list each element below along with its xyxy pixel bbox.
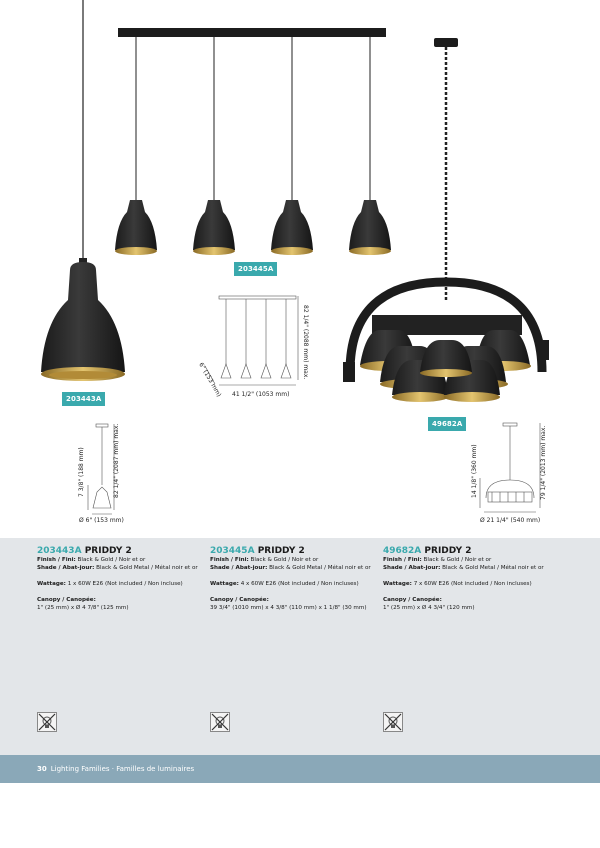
- product-name: PRIDDY 2: [84, 546, 132, 556]
- product-title: [37, 546, 212, 556]
- canopy-label: Canopy / Canopée:: [37, 597, 96, 603]
- page-number: 30: [37, 765, 47, 773]
- single-shade-dim: 7 3/8" (188 mm): [78, 447, 85, 497]
- product-title: [210, 546, 385, 556]
- bar-width-dim: 41 1/2" (1053 mm): [232, 391, 290, 398]
- tag-203445A: 203445A: [234, 262, 277, 276]
- product-title: [383, 546, 558, 556]
- chandelier-dimension-drawing: [480, 423, 540, 512]
- bar-dimension-drawing: [205, 296, 298, 385]
- product-code: 203443A: [37, 546, 82, 556]
- spec-column-203445A: [210, 546, 385, 612]
- wattage-line: Wattage: 4 x 60W E26 (Not included / Non incluses): [210, 581, 359, 587]
- shade-line: Shade / Abat-jour: Black & Gold Metal / Métal noir et or: [210, 565, 371, 571]
- shade-line: Shade / Abat-jour: Black & Gold Metal / Métal noir et or: [383, 565, 544, 571]
- bar-pendant-image: [115, 28, 391, 255]
- bulb-not-included-icon: [37, 712, 57, 732]
- finish-line: Finish / Fini: Black & Gold / Noir et or: [210, 557, 319, 563]
- spec-column-49682A: [383, 546, 558, 612]
- single-dimension-drawing: [88, 424, 114, 514]
- chandelier-height-dim: 79 1/4" (2013 mm) max.: [540, 425, 547, 500]
- single-pendant-image: [41, 0, 125, 381]
- bulb-not-included-icon: [383, 712, 403, 732]
- single-height-dim: 82 1/4" (2087 mm) max.: [113, 423, 120, 498]
- canopy-value: 39 3/4" (1010 mm) x 4 3/8" (110 mm) x 1 1/8" (30 mm): [210, 605, 367, 611]
- bar-depth-dim: 6" (153 mm): [197, 361, 223, 399]
- spec-column-203443A: [37, 546, 212, 612]
- section-title: Lighting Families · Familles de luminaires: [50, 765, 195, 773]
- canopy-value: 1" (25 mm) x Ø 4 7/8" (125 mm): [37, 605, 129, 611]
- canopy-value: 1" (25 mm) x Ø 4 3/4" (120 mm): [383, 605, 475, 611]
- tag-203443A: 203443A: [62, 392, 105, 406]
- product-code: 203445A: [210, 546, 255, 556]
- wattage-line: Wattage: 7 x 60W E26 (Not included / Non incluses): [383, 581, 532, 587]
- product-code: 49682A: [383, 546, 422, 556]
- finish-line: Finish / Fini: Black & Gold / Noir et or: [37, 557, 146, 563]
- wattage-line: Wattage: 1 x 60W E26 (Not included / Non incluse): [37, 581, 183, 587]
- shade-line: Shade / Abat-jour: Black & Gold Metal / Métal noir et or: [37, 565, 198, 571]
- chandelier-diam-dim: Ø 21 1/4" (540 mm): [480, 517, 541, 524]
- tag-49682A: 49682A: [428, 417, 466, 431]
- canopy-label: Canopy / Canopée:: [383, 597, 442, 603]
- product-name: PRIDDY 2: [424, 546, 472, 556]
- canopy-label: Canopy / Canopée:: [210, 597, 269, 603]
- bar-height-dim: 82 1/4" (2088 mm) max.: [302, 305, 309, 380]
- bulb-not-included-icon: [210, 712, 230, 732]
- finish-line: Finish / Fini: Black & Gold / Noir et or: [383, 557, 492, 563]
- product-name: PRIDDY 2: [257, 546, 305, 556]
- footer: [37, 765, 194, 773]
- single-diam-dim: Ø 6" (153 mm): [79, 517, 124, 524]
- chandelier-body-dim: 14 1/8" (360 mm): [471, 444, 478, 498]
